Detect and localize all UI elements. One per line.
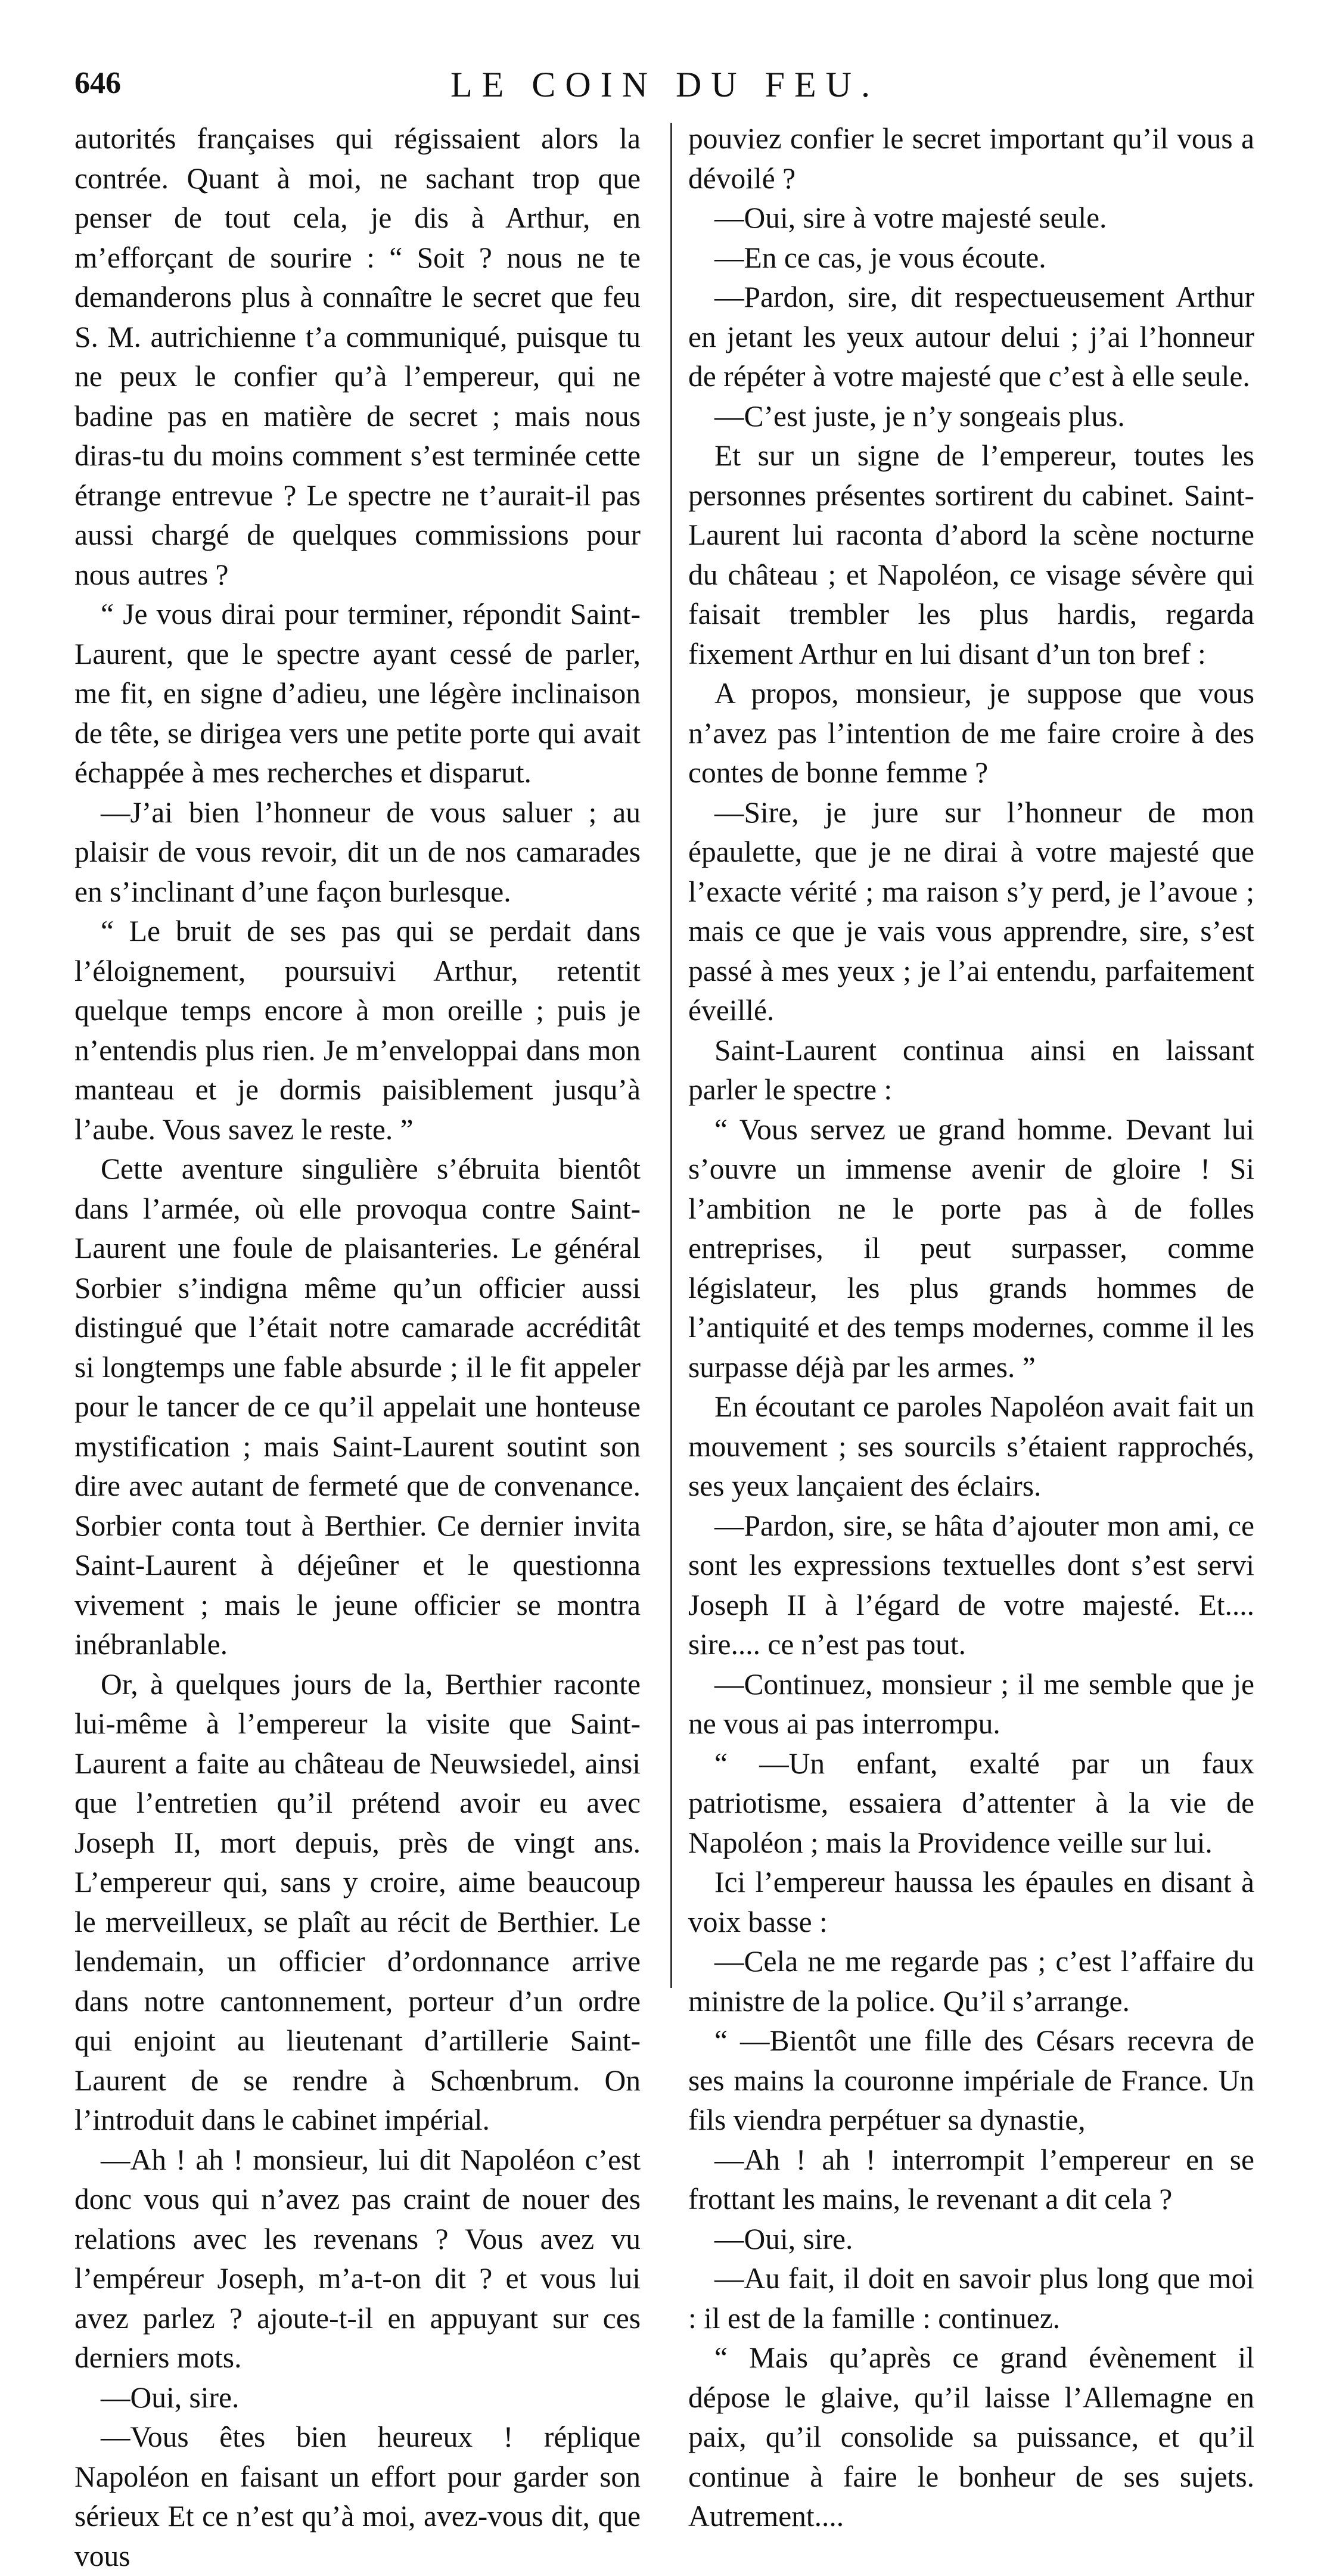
page-header: [0, 60, 1330, 113]
column-divider: [670, 123, 672, 1988]
paragraph: —Oui, sire.: [714, 2222, 853, 2255]
paragraph: Et sur un signe de l’empereur, toutes les personnes présentes sortirent du cabinet. Saint-Laurent lui raconta d’abord la scène nocturne du château ; et Napoléon, ce visage sévère qui faisait trembler les plus hardis, regarda fixement Arthur en lui disant d’un ton bref :: [688, 439, 1254, 670]
paragraph: —Cela ne me regarde pas ; c’est l’affaire du ministre de la police. Qu’il s’arrange.: [688, 1945, 1254, 2018]
paragraph: —Sire, je jure sur l’honneur de mon épaulette, que je ne dirai à votre majesté que l’exacte vérité ; ma raison s’y perd, je l’avoue ; mais ce que je vais vous apprendre, sire, s’est passé à mes yeux ; je l’ai entendu, parfaitement éveillé.: [688, 796, 1254, 1027]
paragraph: —Continuez, monsieur ; il me semble que je ne vous ai pas interrompu.: [688, 1667, 1254, 1740]
paragraph: Cette aventure singulière s’ébruita bientôt dans l’armée, où elle provoqua contre Saint-Laurent une foule de plaisanteries. Le général Sorbier s’indigna même qu’un officier aussi distingué que l’était notre camarade accréditât si longtemps une fable absurde ; il le fit appeler pour le tancer de ce qu’il appelait une honteuse mystification ; mais Saint-Laurent soutint son dire avec autant de fermeté que de convenance. Sorbier conta tout à Berthier. Ce dernier invita Saint-Laurent à déjeûner et le questionna vivement ; mais le jeune officier se montra inébranlable.: [74, 1152, 641, 1661]
paragraph: En écoutant ce paroles Napoléon avait fait un mouvement ; ses sourcils s’étaient rapprochés, ses yeux lançaient des éclairs.: [688, 1390, 1254, 1502]
paragraph: autorités françaises qui régissaient alors la contrée. Quant à moi, ne sachant trop que penser de tout cela, je dis à Arthur, en m’efforçant de sourire : “ Soit ? nous ne te demanderons plus à connaître le secret que feu S. M. autrichienne t’a communiqué, puisque tu ne peux le confier qu’à l’empereur, qui ne badine pas en matière de secret ; mais nous diras-tu du moins comment s’est terminée cette étrange entrevue ? Le spectre ne t’aurait-il pas aussi chargé de quelques commissions pour nous autres ?: [74, 122, 641, 591]
paragraph: —Au fait, il doit en savoir plus long que moi : il est de la famille : continuez.: [688, 2262, 1254, 2335]
paragraph: “ Vous servez ue grand homme. Devant lui s’ouvre un immense avenir de gloire ! Si l’ambition ne le porte pas à de folles entreprises, il peut surpasser, comme législateur, les plus grands hommes de l’antiquité et des temps modernes, comme il les surpasse déjà par les armes. ”: [688, 1113, 1254, 1384]
paragraph: pouviez confier le secret important qu’il vous a dévoilé ?: [688, 122, 1254, 195]
paragraph: —Pardon, sire, se hâta d’ajouter mon ami, ce sont les expressions textuelles dont s’est servi Joseph II à l’égard de votre majesté. Et.... sire.... ce n’est pas tout.: [688, 1509, 1254, 1661]
paragraph: Saint-Laurent continua ainsi en laissant parler le spectre :: [688, 1033, 1254, 1106]
left-text-column: [74, 119, 641, 2576]
paragraph: “ Je vous dirai pour terminer, répondit Saint-Laurent, que le spectre ayant cessé de parler, me fit, en signe d’adieu, une légère inclinaison de tête, se dirigea vers une petite porte qui avait échappée à mes recherches et disparut.: [74, 598, 641, 789]
paragraph: —Pardon, sire, dit respectueusement Arthur en jetant les yeux autour delui ; j’ai l’honneur de répéter à votre majesté que c’est à elle seule.: [688, 281, 1254, 393]
paragraph: —J’ai bien l’honneur de vous saluer ; au plaisir de vous revoir, dit un de nos camarades en s’inclinant d’une façon burlesque.: [74, 796, 641, 908]
paragraph: —Oui, sire.: [101, 2381, 240, 2414]
paragraph: “ Mais qu’après ce grand évènement il dépose le glaive, qu’il laisse l’Allemagne en paix, qu’il consolide sa puissance, et qu’il continue à faire le bonheur de ses sujets. Autrement....: [688, 2341, 1254, 2533]
paragraph: —Ah ! ah ! interrompit l’empereur en se frottant les mains, le revenant a dit cela ?: [688, 2143, 1254, 2215]
paragraph: —C’est juste, je n’y songeais plus.: [714, 399, 1125, 433]
right-text-column: [688, 119, 1254, 2537]
paragraph: Ici l’empereur haussa les épaules en disant à voix basse :: [688, 1866, 1254, 1938]
paragraph: A propos, monsieur, je suppose que vous n’avez pas l’intention de me faire croire à des contes de bonne femme ?: [688, 677, 1254, 789]
paragraph: “ —Un enfant, exalté par un faux patriotisme, essaiera d’attenter à la vie de Napoléon ; mais la Providence veille sur lui.: [688, 1747, 1254, 1859]
paragraph: —Oui, sire à votre majesté seule.: [714, 201, 1107, 234]
paragraph: Or, à quelques jours de la, Berthier raconte lui-même à l’empereur la visite que Saint-Laurent a faite au château de Neuwsiedel, ainsi que l’entretien qu’il prétend avoir eu avec Joseph II, mort depuis, près de vingt ans. L’empereur qui, sans y croire, aime beaucoup le merveilleux, se plaît au récit de Berthier. Le lendemain, un officier d’ordonnance arrive dans notre cantonnement, porteur d’un ordre qui enjoint au lieutenant d’artillerie Saint-Laurent de se rendre à Schœnbrum. On l’introduit dans le cabinet impérial.: [74, 1667, 641, 2136]
paragraph: “ Le bruit de ses pas qui se perdait dans l’éloignement, poursuivi Arthur, retentit quelque temps encore à mon oreille ; puis je n’entendis plus rien. Je m’enveloppai dans mon manteau et je dormis paisiblement jusqu’à l’aube. Vous savez le reste. ”: [74, 915, 641, 1146]
running-title: LE COIN DU FEU.: [450, 65, 880, 104]
paragraph: —En ce cas, je vous écoute.: [714, 241, 1046, 274]
page-number: 646: [74, 66, 121, 100]
paragraph: “ —Bientôt une fille des Césars recevra de ses mains la couronne impériale de France. Un fils viendra perpétuer sa dynastie,: [688, 2024, 1254, 2136]
paragraph: —Vous êtes bien heureux ! réplique Napoléon en faisant un effort pour garder son sérieux Et ce n’est qu’à moi, avez-vous dit, que vous: [74, 2420, 641, 2572]
paragraph: —Ah ! ah ! monsieur, lui dit Napoléon c’est donc vous qui n’avez pas craint de nouer des relations avec les revenans ? Vous avez vu l’empéreur Joseph, m’a-t-on dit ? et vous lui avez parlez ? ajoute-t-il en appuyant sur ces derniers mots.: [74, 2143, 641, 2374]
